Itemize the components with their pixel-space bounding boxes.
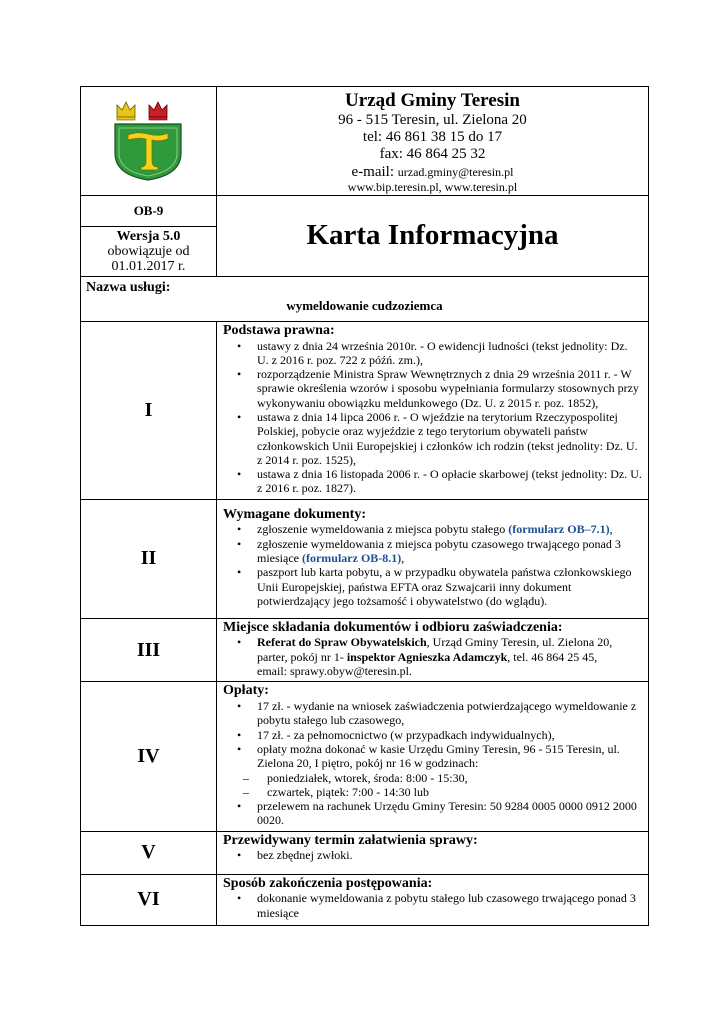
section-number-3: III xyxy=(81,618,217,682)
place-list xyxy=(223,635,642,678)
yellow-crown-icon xyxy=(117,102,135,120)
service-row xyxy=(81,276,649,321)
office-address: 96 - 515 Teresin, ul. Zielona 20 xyxy=(338,111,527,128)
office-phone: tel: 46 861 38 15 do 17 xyxy=(362,129,503,146)
section-legal-basis xyxy=(217,321,649,499)
red-crown-icon xyxy=(149,102,167,120)
inspector-name: inspektor Agnieszka Adamczyk xyxy=(346,649,508,664)
info-card xyxy=(80,86,648,926)
list-item: • przelewem na rachunek Urzędu Gminy Teresin: 50 9284 0005 0000 0912 2000 0020. xyxy=(257,799,642,828)
hours-item: – czwartek, piątek: 7:00 - 14:30 lub xyxy=(267,785,642,799)
unit-name: Referat do Spraw Obywatelskich xyxy=(257,635,427,650)
section-submission-place xyxy=(217,618,649,682)
item-tail: , xyxy=(401,551,405,566)
section-heading: Przewidywany termin załatwienia sprawy: xyxy=(223,832,478,848)
unit-address: , Urząd Gminy Teresin, ul. Zielona 20, parter, pokój nr 1- xyxy=(257,635,613,664)
code-row xyxy=(81,195,649,226)
list-item: • ustawa z dnia 14 lipca 2006 r. - O wjeździe na terytorium Rzeczypospolitej Polskiej, pobycie oraz wyjeździe z tego terytorium obywateli państw członkowskich Unii Europejskiej i członków ich rodzin (tekst jednolity: Dz. U. z 2014 r. poz. 1525), xyxy=(257,410,642,467)
section-number-2: II xyxy=(81,499,217,618)
item-text: zgłoszenie wymeldowania z miejsca pobytu stałego xyxy=(257,522,509,537)
section-number-4: IV xyxy=(81,682,217,831)
valid-from-label: obowiązuje od xyxy=(107,244,190,260)
list-item: • paszport lub karta pobytu, a w przypadku obywatela państwa członkowskiego Unii Europejskiej, państwa EFTA oraz Szwajcarii inny dokument potwierdzający jego tożsamość i obywatelstwo (do wglądu). xyxy=(257,565,642,608)
document-version: Wersja 5.0 xyxy=(116,228,181,244)
item-text: zgłoszenie wymeldowania z miejsca pobytu czasowego trwającego ponad 3 miesiące xyxy=(257,536,621,566)
deadline-list xyxy=(223,848,642,862)
header-row xyxy=(81,87,649,196)
section-row-6 xyxy=(81,874,649,925)
service-label: Nazwa usługi: xyxy=(86,279,171,295)
section-heading: Podstawa prawna: xyxy=(223,322,335,338)
legal-basis-list xyxy=(223,339,642,496)
contact-phone: , tel. 46 864 25 45, xyxy=(507,649,598,664)
list-item: • bez zbędnej zwłoki. xyxy=(257,848,642,862)
office-websites[interactable]: www.bip.teresin.pl, www.teresin.pl xyxy=(347,179,518,194)
documents-list xyxy=(223,522,642,608)
section-row-2 xyxy=(81,499,649,618)
conclusion-list xyxy=(223,891,642,920)
contact-email[interactable]: email: sprawy.obyw@teresin.pl. xyxy=(257,664,412,679)
service-cell xyxy=(81,276,649,321)
office-info-cell xyxy=(217,87,649,196)
info-card-table xyxy=(80,86,649,926)
section-deadline xyxy=(217,831,649,874)
list-item: • ustawa z dnia 16 listopada 2006 r. - O opłacie skarbowej (tekst jednolity: Dz. U. z 2016 r. poz. 1827). xyxy=(257,467,642,496)
form-ob-8-1-link[interactable]: (formularz OB-8.1) xyxy=(301,551,402,566)
list-item: • 17 zł. - za pełnomocnictwo (w przypadkach indywidualnych), xyxy=(257,728,642,742)
item-tail: , xyxy=(609,522,613,537)
office-name: Urząd Gminy Teresin xyxy=(345,90,520,111)
list-item: • opłaty można dokonać w kasie Urzędu Gminy Teresin, 96 - 515 Teresin, ul. Zielona 20, I piętro, pokój nr 16 w godzinach: xyxy=(257,742,642,771)
list-item xyxy=(257,537,642,566)
office-email[interactable]: urzad.gminy@teresin.pl xyxy=(397,164,514,179)
section-number-5: V xyxy=(81,831,217,874)
email-label: e-mail: xyxy=(351,163,395,180)
section-number-6: VI xyxy=(81,874,217,925)
hours-item: – poniedziałek, wtorek, środa: 8:00 - 15:30, xyxy=(267,771,642,785)
document-code: OB-9 xyxy=(81,195,217,226)
list-item: • dokonanie wymeldowania z pobytu stałego lub czasowego trwającego ponad 3 miesiące xyxy=(257,891,642,920)
fees-list xyxy=(223,699,642,828)
list-item xyxy=(257,635,642,678)
version-cell xyxy=(81,226,217,276)
teresin-crest-icon xyxy=(111,97,185,181)
office-fax: fax: 46 864 25 32 xyxy=(379,146,486,163)
form-ob-7-1-link[interactable]: (formularz OB–7.1) xyxy=(508,522,610,537)
section-fees xyxy=(217,682,649,831)
section-row-4 xyxy=(81,682,649,831)
section-conclusion xyxy=(217,874,649,925)
list-item: • rozporządzenie Ministra Spraw Wewnętrznych z dnia 29 września 2011 r. - W sprawie określenia wzorów i sposobu wypełniania formularzy stosownych przy wykonywaniu obowiązku meldunkowego (Dz. U. z 2015 r. poz. 1852), xyxy=(257,367,642,410)
section-row-3 xyxy=(81,618,649,682)
valid-from-date: 01.01.2017 r. xyxy=(111,259,186,275)
list-item: • ustawy z dnia 24 września 2010r. - O ewidencji ludności (tekst jednolity: Dz. U. z 2016 r. poz. 722 z późń. zm.), xyxy=(257,339,642,368)
list-item: • 17 zł. - wydanie na wniosek zaświadczenia potwierdzającego wymeldowanie z pobytu stałego lub czasowego, xyxy=(257,699,642,728)
service-name: wymeldowanie cudzoziemca xyxy=(286,297,443,313)
section-heading: Wymagane dokumenty: xyxy=(223,506,366,522)
list-item xyxy=(257,522,642,536)
section-number-1: I xyxy=(81,321,217,499)
section-heading: Miejsce składania dokumentów i odbioru zaświadczenia: xyxy=(223,619,563,635)
section-required-documents xyxy=(217,499,649,618)
document-title: Karta Informacyjna xyxy=(217,195,649,276)
section-row-1 xyxy=(81,321,649,499)
section-row-5 xyxy=(81,831,649,874)
logo-cell xyxy=(81,87,217,196)
office-email-line xyxy=(217,164,648,181)
section-heading: Opłaty: xyxy=(223,683,269,699)
section-heading: Sposób zakończenia postępowania: xyxy=(223,875,433,891)
